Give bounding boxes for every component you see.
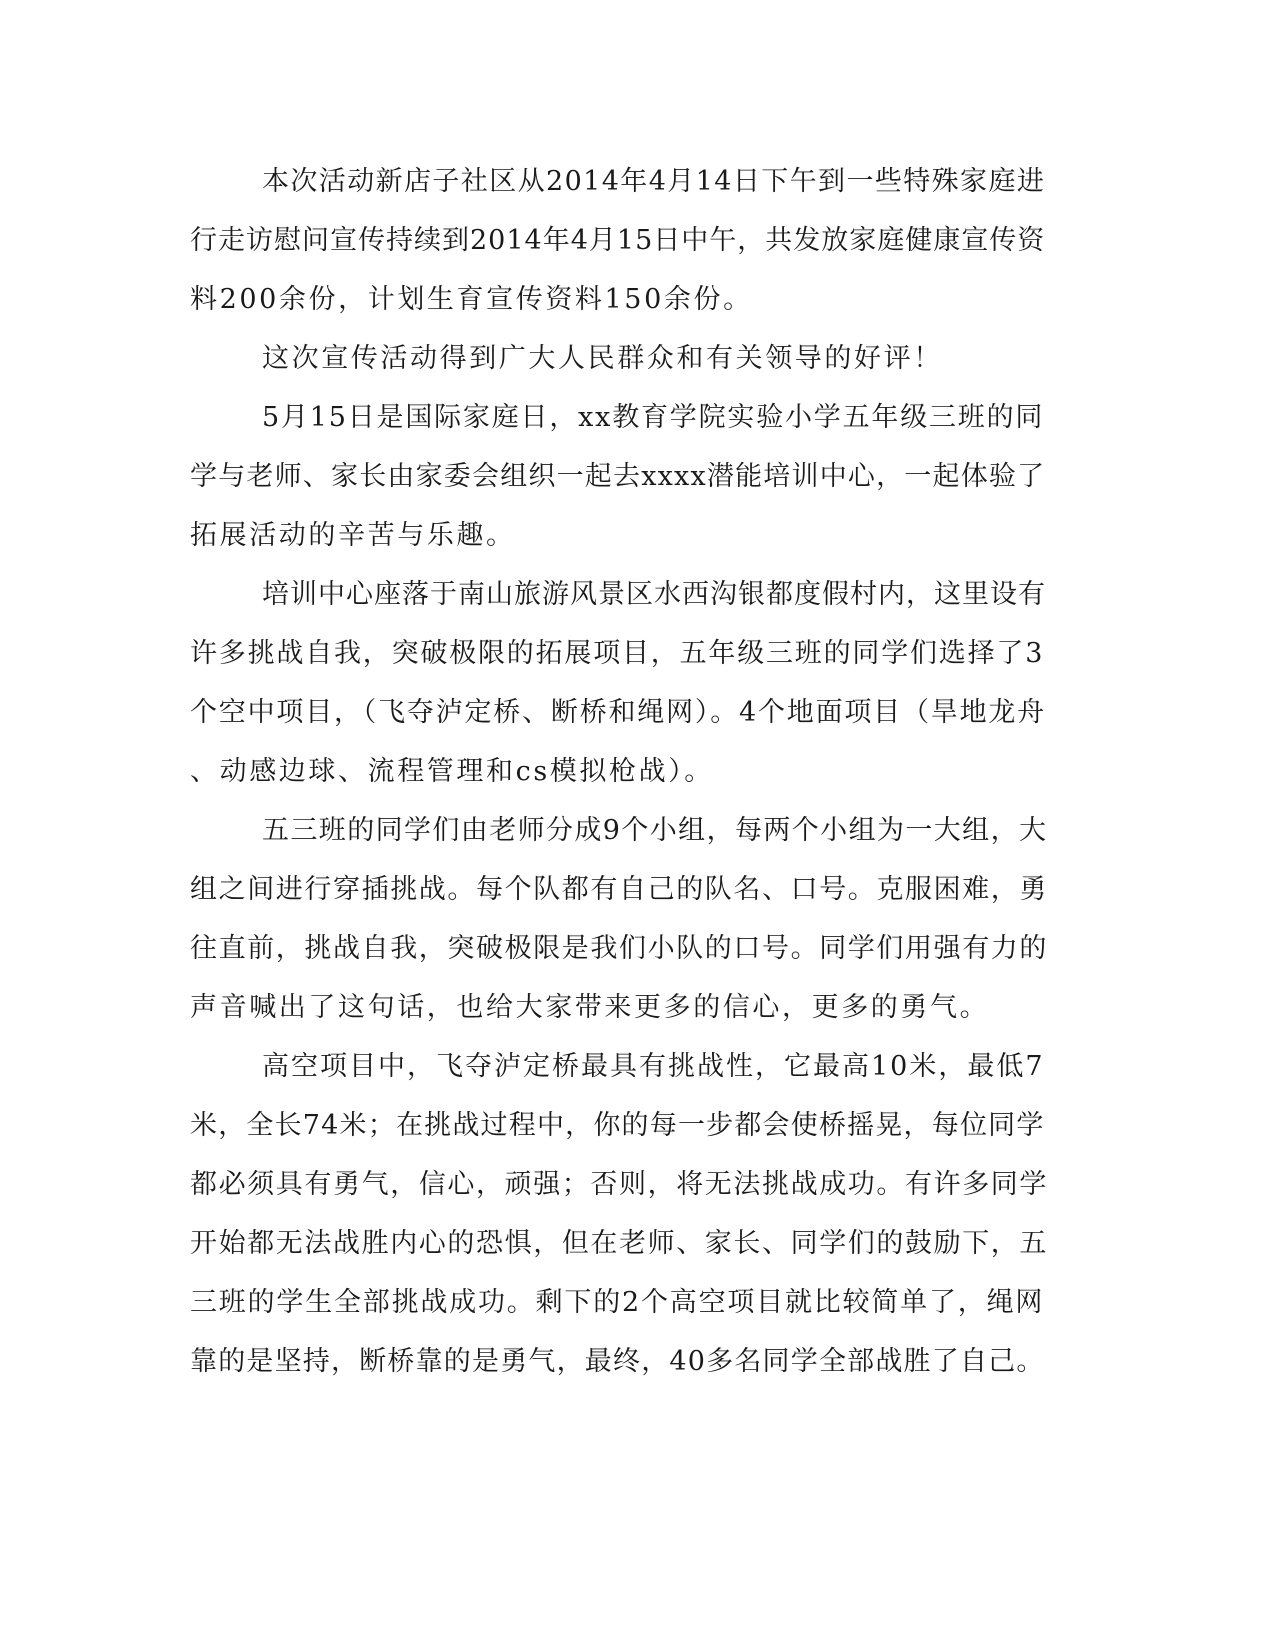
paragraph-6-line-6: 靠的是坚持，断桥靠的是勇气，最终，40多名同学全部战胜了自己。 xyxy=(190,1346,1045,1377)
paragraph-1-line-1: 本次活动新店子社区从2014年4月14日下午到一些特殊家庭进 xyxy=(262,166,1046,197)
paragraph-5-line-3: 往直前，挑战自我，突破极限是我们小队的口号。同学们用强有力的 xyxy=(190,933,1048,964)
paragraph-3-line-2: 学与老师、家长由家委会组织一起去xxxx潜能培训中心，一起体验了 xyxy=(190,461,1046,492)
paragraph-6-line-3: 都必须具有勇气，信心，顽强；否则，将无法挑战成功。有许多同学 xyxy=(190,1169,1048,1200)
paragraph-5-line-2: 组之间进行穿插挑战。每个队都有自己的队名、口号。克服困难，勇 xyxy=(190,874,1048,905)
paragraph-5-line-1: 五三班的同学们由老师分成9个小组，每两个小组为一大组，大 xyxy=(262,815,1048,846)
paragraph-4-line-3: 个空中项目，（飞夺泸定桥、断桥和绳网）。4个地面项目（旱地龙舟 xyxy=(190,697,1046,728)
paragraph-1-line-2: 行走访慰问宣传持续到2014年4月15日中午，共发放家庭健康宣传资 xyxy=(190,225,1046,256)
paragraph-2-line-1: 这次宣传活动得到广大人民群众和有关领导的好评！ xyxy=(262,343,943,374)
paragraph-4-line-4: 、动感边球、流程管理和cs模拟枪战）。 xyxy=(190,756,714,787)
paragraph-4-line-2: 许多挑战自我，突破极限的拓展项目，五年级三班的同学们选择了3 xyxy=(190,638,1045,669)
paragraph-1-line-3: 料200余份，计划生育宣传资料150余份。 xyxy=(190,284,753,315)
paragraph-6-line-2: 米，全长74米；在挑战过程中，你的每一步都会使桥摇晃，每位同学 xyxy=(190,1110,1045,1141)
paragraph-6-line-1: 高空项目中，飞夺泸定桥最具有挑战性，它最高10米，最低7 xyxy=(262,1051,1045,1082)
paragraph-5-line-4: 声音喊出了这句话，也给大家带来更多的信心，更多的勇气。 xyxy=(190,992,990,1023)
paragraph-6-line-4: 开始都无法战胜内心的恐惧，但在老师、家长、同学们的鼓励下，五 xyxy=(190,1228,1048,1259)
paragraph-3-line-3: 拓展活动的辛苦与乐趣。 xyxy=(190,520,516,551)
paragraph-3-line-1: 5月15日是国际家庭日，xx教育学院实验小学五年级三班的同 xyxy=(262,402,1045,433)
paragraph-4-line-1: 培训中心座落于南山旅游风景区水西沟银都度假村内，这里设有 xyxy=(262,579,1046,610)
paragraph-6-line-5: 三班的学生全部挑战成功。剩下的2个高空项目就比较简单了，绳网 xyxy=(190,1287,1045,1318)
